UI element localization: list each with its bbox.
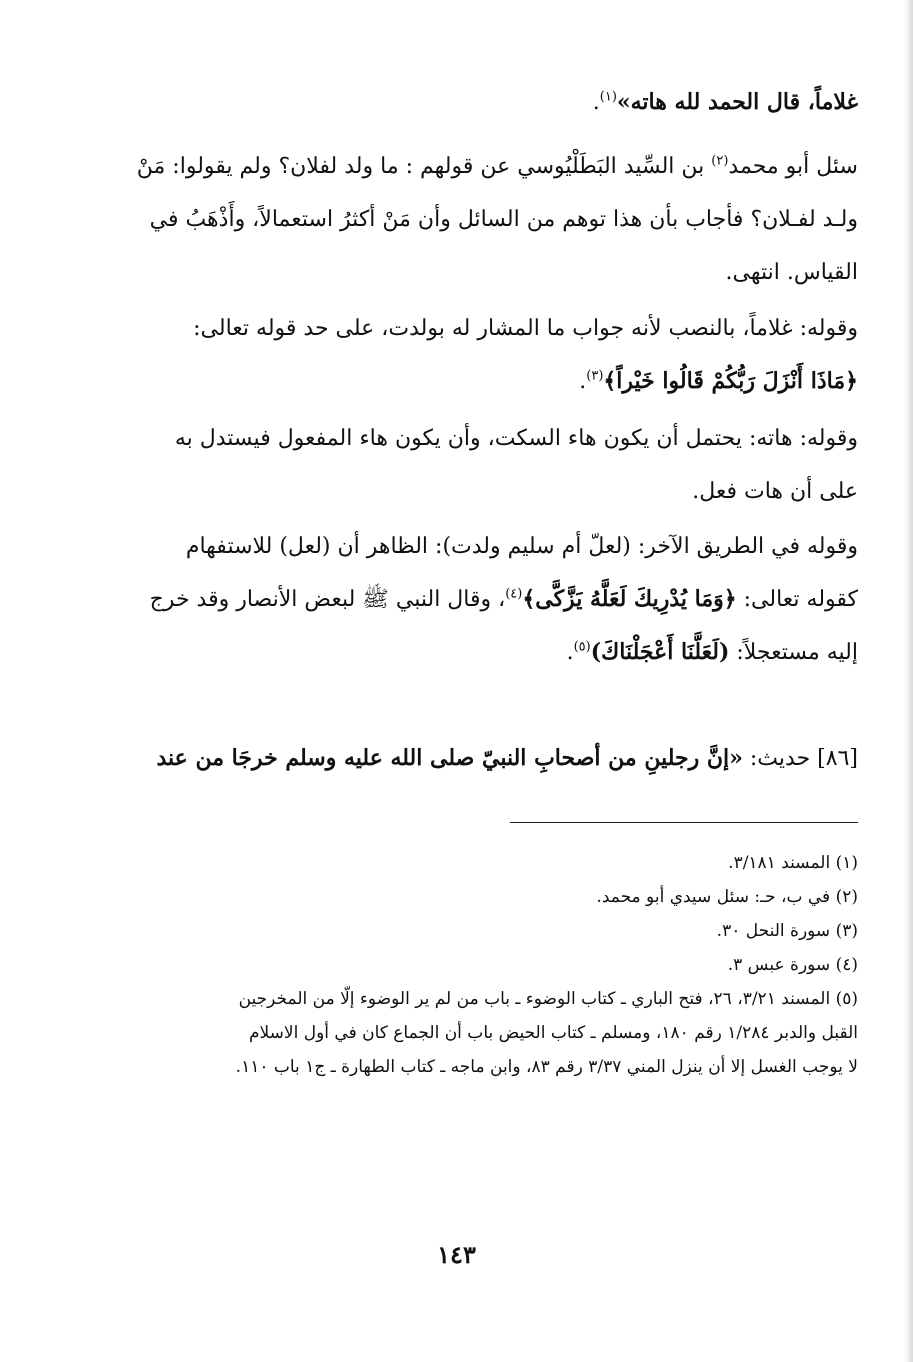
continuation-text: غلاماً، قال الحمد لله هاته»: [616, 89, 858, 115]
footnote-ref-4: (٤): [505, 586, 523, 602]
footnote-4: (٤) سورة عبس ٣.: [727, 955, 858, 975]
paragraph-4-line-1: وقوله في الطريق الآخر: (لعلّ أم سليم ولدت): الظاهر أن (لعل) للاستفهام: [185, 534, 858, 559]
text-segment: ، وقال النبي ﷺ لبعض الأنصار وقد خرج: [149, 587, 506, 612]
period: .: [566, 640, 574, 665]
paragraph-4: [126, 520, 858, 679]
paragraph-1-line-1: [137, 154, 858, 179]
footnote-5-line-1: (٥) المسند ٣/٢١، ٢٦، فتح الباري ـ كتاب الوضوء ـ باب من لم ير الوضوء إلّا من المخرجين: [238, 989, 858, 1009]
hadith-text: «إنَّ رجلينِ من أصحابِ النبيّ صلى الله عليه وسلم خرجَا من عند: [156, 745, 743, 771]
period: .: [579, 369, 587, 394]
footnote-ref-3: (٣): [586, 368, 604, 384]
paragraph-2: [126, 302, 858, 408]
text-segment: بن السِّيد البَطَلْيُوسي عن قولهم : ما ولد لفلان؟ ولم يقولوا: مَنْ: [136, 154, 712, 179]
paragraph-2-line-2: [126, 355, 858, 408]
footnotes: [126, 846, 858, 1084]
paragraph-3-line-1: وقوله: هاته: يحتمل أن يكون هاء السكت، وأن يكون هاء المفعول فيستدل به: [174, 426, 858, 451]
hadith-quote: (لَعَلَّنَا أَعْجَلْنَاكَ): [590, 639, 730, 665]
footnote-ref-5: (٥): [573, 639, 591, 655]
paragraph-1-line-3: القياس. انتهى.: [725, 260, 858, 285]
footnote-2: (٢) في ب، حـ: سئل سيدي أبو محمد.: [596, 887, 858, 907]
footnote-5-line-3: لا يوجب الغسل إلا أن ينزل المني ٣/٣٧ رقم ٨٣، وابن ماجه ـ كتاب الطهارة ـ ج١ باب ١١٠.: [235, 1057, 858, 1077]
paragraph-2-line-1: وقوله: غلاماً، بالنصب لأنه جواب ما المشار له بولدت، على حد قوله تعالى:: [193, 316, 858, 341]
footnote-ref-2: (٢): [711, 153, 729, 169]
footnote-3: (٣) سورة النحل ٣٠.: [716, 921, 858, 941]
period: .: [592, 90, 600, 115]
quran-quote-2: ﴿وَمَا يُدْرِيكَ لَعَلَّهُ يَزَّكَّى﴾: [522, 586, 737, 612]
paragraph-4-line-3: [126, 626, 858, 679]
paragraph-3: [126, 412, 858, 518]
quran-quote-1: ﴿مَاذَا أَنْزَلَ رَبُّكُمْ قَالُوا خَيْراً﴾: [603, 368, 858, 394]
paragraph-1-line-2: ولـد لفـلان؟ فأجاب بأن هذا توهم من السائل وأن مَنْ أكثرُ استعمالاً، وأَذْهَبُ في: [149, 207, 858, 232]
paragraph-3-line-2: على أن هات فعل.: [692, 479, 858, 504]
footnote-ref-1: (١): [599, 89, 617, 105]
paragraph-1: [126, 140, 858, 299]
text-segment: كقوله تعالى:: [736, 587, 858, 612]
page-edge-shadow: [904, 0, 913, 1362]
footnote-separator: [510, 822, 858, 823]
continuation-line: [126, 76, 858, 129]
text-segment: إليه مستعجلاً:: [729, 640, 858, 665]
paragraph-4-line-2: [126, 573, 858, 626]
hadith-86-heading: [126, 732, 858, 785]
text-segment: سئل أبو محمد: [728, 154, 858, 179]
hadith-number: [٨٦] حديث:: [742, 746, 858, 771]
footnote-5-line-2: القبل والدبر ١/٢٨٤ رقم ١٨٠، ومسلم ـ كتاب الحيض باب أن الجماع كان في أول الاسلام: [248, 1023, 858, 1043]
page-number: ١٤٣: [437, 1240, 476, 1269]
footnote-1: (١) المسند ٣/١٨١.: [728, 853, 858, 873]
